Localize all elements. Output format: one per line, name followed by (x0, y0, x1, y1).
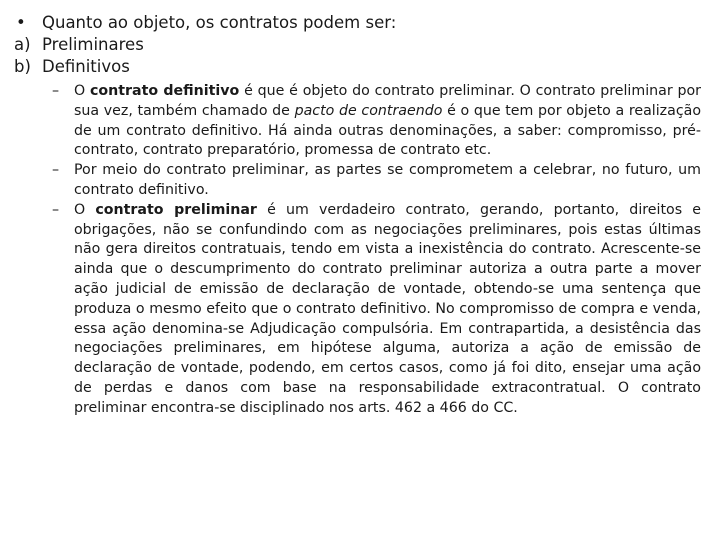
option-marker-a: a) (14, 35, 31, 54)
option-text-b: Definitivos (42, 57, 130, 76)
text-segment: é o que tem por objeto a realização de um contrato definitivo. Há ainda outras denominações, a saber: compromisso, pré-contrato, contrato preparatório, promessa de contrato etc. (74, 102, 701, 159)
dash-item-1 (50, 82, 701, 161)
intro-list (12, 12, 396, 78)
bold-term: contrato preliminar (95, 201, 257, 218)
intro-text: Quanto ao objeto, os contratos podem ser: (42, 13, 397, 32)
intro-bullet-item (12, 12, 396, 34)
option-item-b (12, 56, 396, 78)
dash-marker: – (52, 83, 60, 99)
option-item-a (12, 34, 396, 56)
bullet-marker: • (16, 13, 26, 32)
dash-list (50, 82, 701, 419)
dash-item-1-text (74, 82, 701, 161)
text-segment: é que é objeto do contrato preliminar. O contrato preliminar por sua vez, também chamado de (74, 83, 701, 119)
dash-item-3-text (74, 201, 701, 419)
dash-marker: – (52, 162, 60, 179)
italic-term: pacto de contraendo (294, 102, 443, 119)
text-segment: O (74, 201, 96, 218)
dash-item-2-text: Por meio do contrato preliminar, as partes se comprometem a celebrar, no futuro, um contrato definitivo. (74, 162, 701, 198)
text-segment: é um verdadeiro contrato, gerando, portanto, direitos e obrigações, não se confundindo com as negociações preliminares, pois estas últimas não gera direitos contratuais, tendo em vista a inexistência do contrato. Acrescente-se ainda que o descumprimento do contrato preliminar autoriza a outra parte a mover ação judicial de emissão de declaração de vontade, obtendo-se uma sentença que produza o mesmo efeito que o contrato definitivo. No compromisso de compra e venda, essa ação denomina-se Adjudicação compulsória. Em contrapartida, a desistência das negociações preliminares, em hipótese alguma, autoriza a ação de emissão de declaração de vontade, podendo, em certos casos, como já foi dito, ensejar uma ação de perdas e danos com base na responsabilidade extracontratual. O contrato preliminar encontra-se disciplinado nos arts. 462 a 466 do CC. (74, 201, 701, 416)
dash-marker: – (52, 201, 60, 218)
option-text-a: Preliminares (42, 35, 144, 54)
dash-item-2 (50, 161, 701, 201)
option-marker-b: b) (14, 57, 31, 76)
bold-term: contrato definitivo (89, 83, 240, 99)
text-segment: O (74, 83, 90, 99)
dash-item-3 (50, 201, 701, 419)
